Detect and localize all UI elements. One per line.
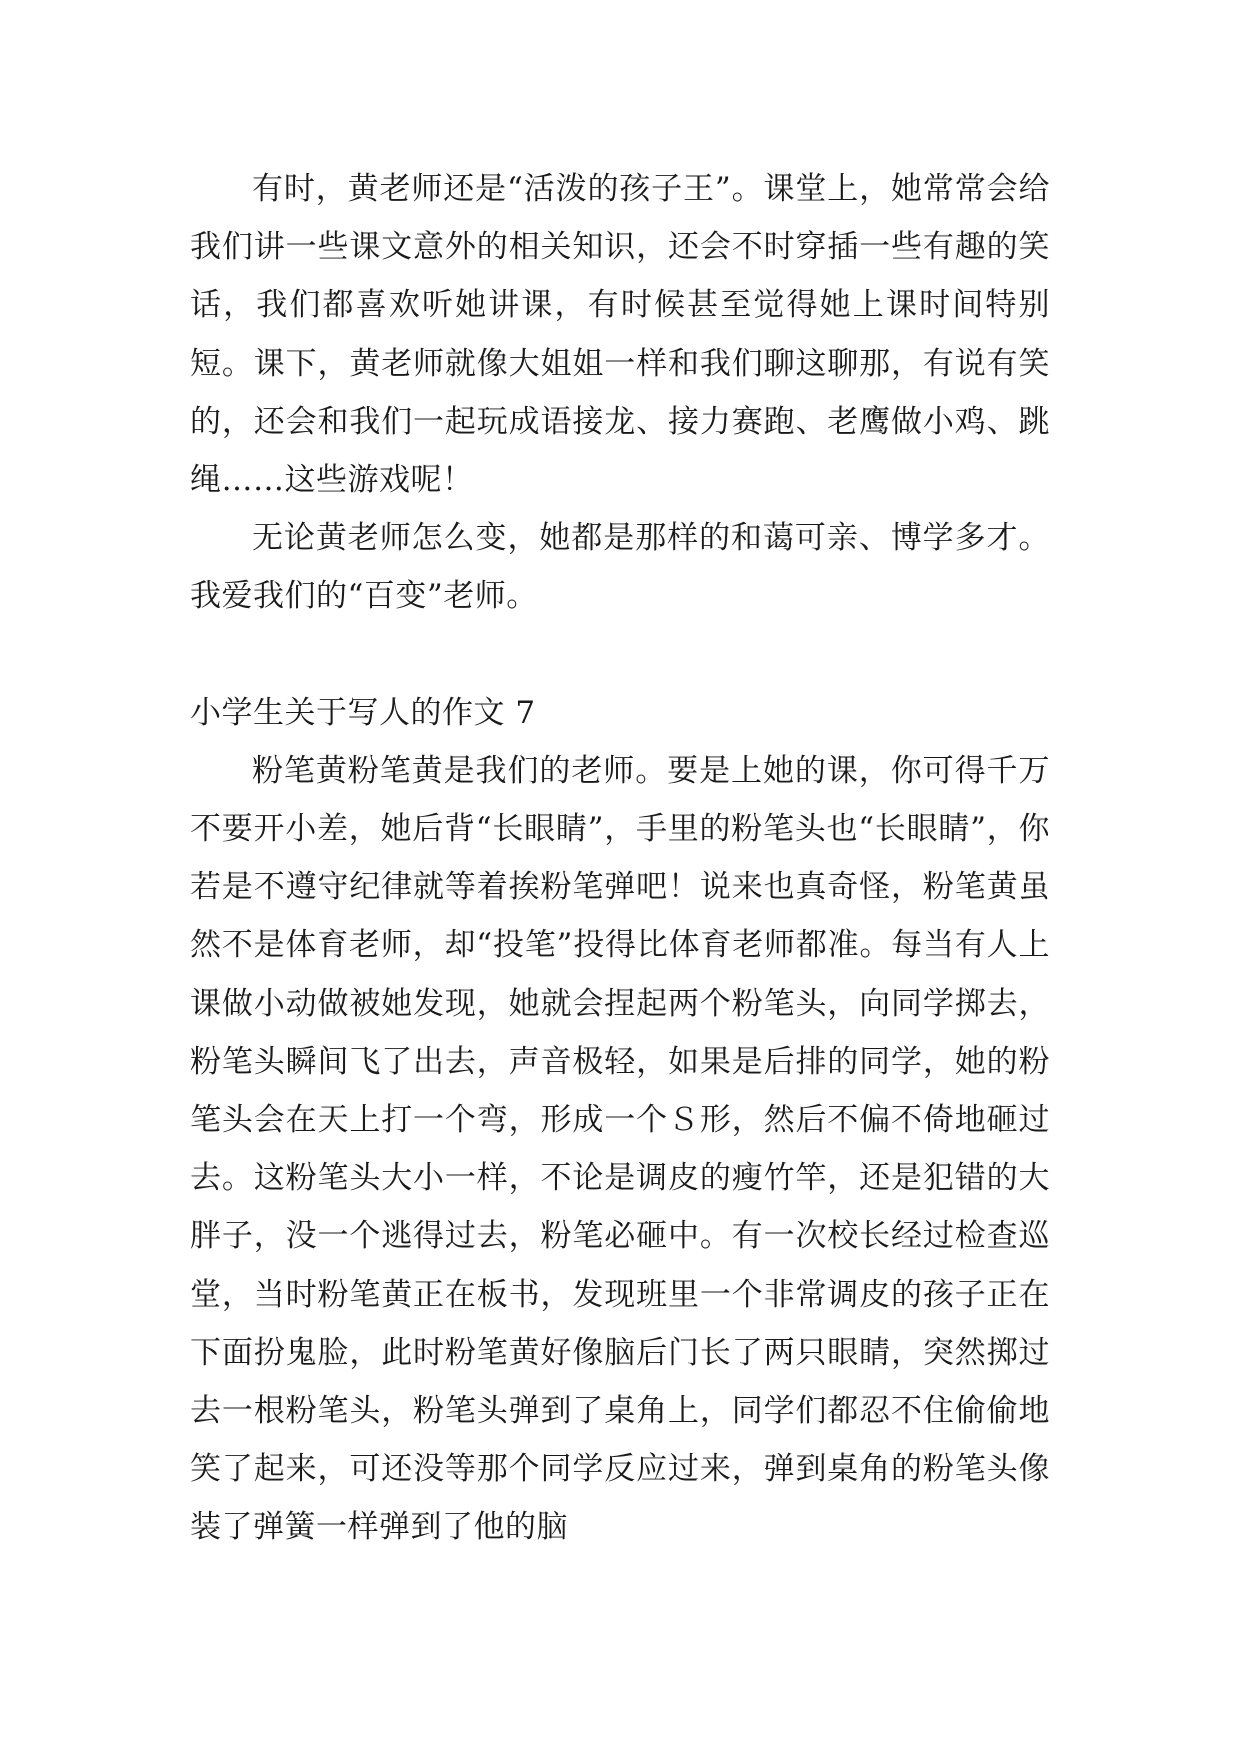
paragraph-teacher-summary: 无论黄老师怎么变，她都是那样的和蔼可亲、博学多才。我爱我们的“百变”老师。 <box>190 520 1050 615</box>
paragraph-chalk-teacher: 粉笔黄粉笔黄是我们的老师。要是上她的课，你可得千万不要开小差，她后背“长眼睛”，手里的粉笔头也“长眼睛”，你若是不遵守纪律就等着挨粉笔弹吧！说来也真奇怪，粉笔黄虽然不是体育老师，却“投笔”投得比体育老师都准。每当有人上课做小动做被她发现，她就会捏起两个粉笔头，向同学掷去，粉笔头瞬间飞了出去，声音极轻，如果是后排的同学，她的粉笔头会在天上打一个弯，形成一个Ｓ形，然后不偏不倚地砸过去。这粉笔头大小一样，不论是调皮的瘦竹竿，还是犯错的大胖子，没一个逃得过去，粉笔必砸中。有一次校长经过检查巡堂，当时粉笔黄正在板书，发现班里一个非常调皮的孩子正在下面扮鬼脸，此时粉笔黄好像脑后门长了两只眼睛，突然掷过去一根粉笔头，粉笔头弹到了桌角上，同学们都忍不住偷偷地笑了起来，可还没等那个同学反应过来，弹到桌角的粉笔头像装了弹簧一样弹到了他的脑 <box>190 752 1050 1546</box>
paragraph-teacher-playful: 有时，黄老师还是“活泼的孩子王”。课堂上，她常常会给我们讲一些课文意外的相关知识，还会不时穿插一些有趣的笑话，我们都喜欢听她讲课，有时候甚至觉得她上课时间特别短。课下，黄老师就像大姐姐一样和我们聊这聊那，有说有笑的，还会和我们一起玩成语接龙、接力赛跑、老鹰做小鸡、跳绳……这些游戏呢！ <box>190 171 1050 499</box>
section-title: 小学生关于写人的作文 7 <box>190 694 536 731</box>
document-body <box>190 160 1050 1557</box>
